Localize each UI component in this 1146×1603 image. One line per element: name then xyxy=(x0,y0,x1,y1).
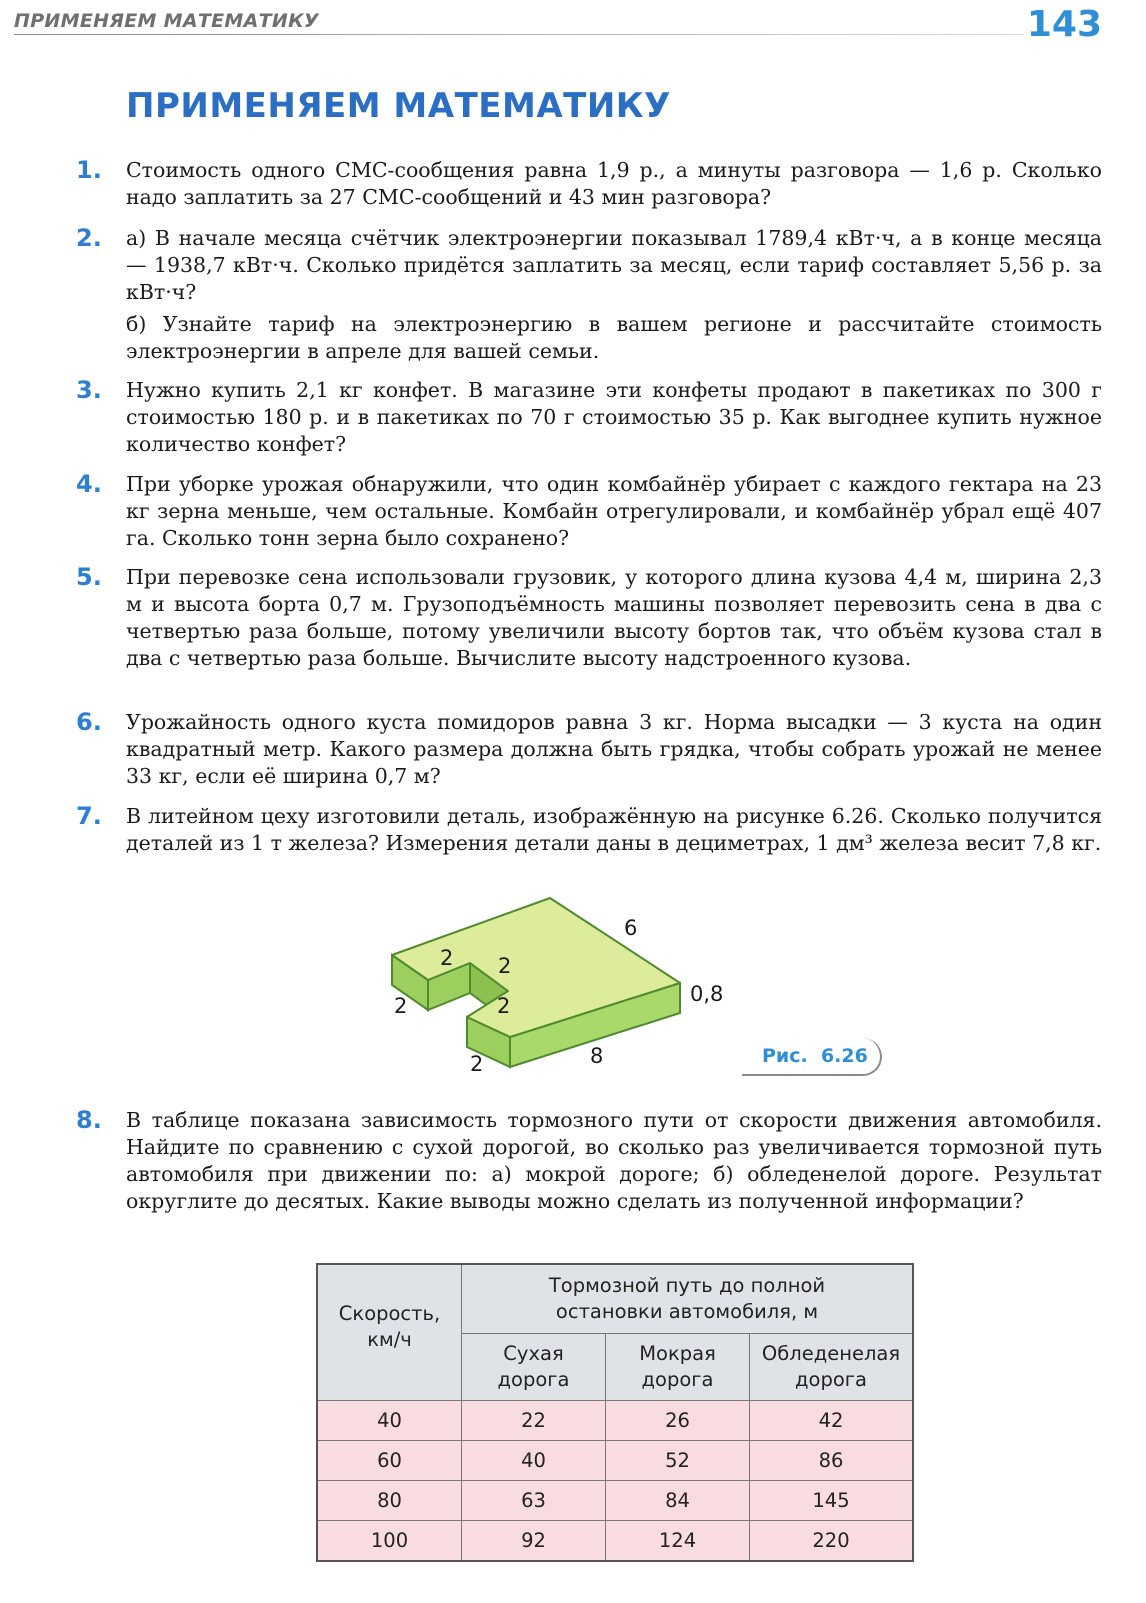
problem-text: При перевозке сена использовали грузовик, у которого длина кузова 4,4 м, ширина 2,3 м и высота борта 0,7 м. Грузоподъёмность машины позволяет перевозить сена в два с четвертью раза больше, потому увеличили высоту бортов так, что объём кузова стал в два с четвертью раза больше. Вычислите высоту надстроенного кузова. xyxy=(126,565,1102,670)
problem-4 xyxy=(76,471,1106,552)
table-cell: 63 xyxy=(462,1481,606,1521)
caption-number: 6.26 xyxy=(820,1045,868,1067)
problem-text: В таблице показана зависимость тормозного пути от скорости движения автомобиля. Найдите по сравнению с сухой дорогой, во сколько раз увеличивается тормозной путь автомобиля при движении по: а) мокрой дороге; б) обледенелой дороге. Результат округлите до десятых. Какие выводы можно сделать из полученной информации? xyxy=(126,1108,1102,1213)
sub-header-wet xyxy=(606,1334,750,1401)
table-cell: 145 xyxy=(750,1481,914,1521)
problem-text: Стоимость одного СМС-сообщения равна 1,9 р., а минуты разговора — 1,6 р. Сколько надо заплатить за 27 СМС-сообщений и 43 мин разговора? xyxy=(126,158,1102,209)
problem-text: В литейном цеху изготовили деталь, изображённую на рисунке 6.26. Сколько получится деталей из 1 т железа? Измерения детали даны в дециметрах, 1 дм³ железа весит 7,8 кг. xyxy=(126,804,1102,855)
header-rule xyxy=(14,34,1024,35)
table-cell: 60 xyxy=(317,1441,462,1481)
problem-number: 4. xyxy=(76,470,102,498)
problem-number: 6. xyxy=(76,708,102,736)
table-cell: 42 xyxy=(750,1401,914,1441)
problem-number: 8. xyxy=(76,1106,102,1134)
dim-front: 8 xyxy=(590,1044,604,1068)
table-cell: 92 xyxy=(462,1521,606,1562)
problem-5 xyxy=(76,564,1106,672)
table-row xyxy=(317,1481,913,1521)
dim-notch-side-b: 2 xyxy=(497,994,511,1018)
dim-top: 6 xyxy=(624,916,638,940)
problem-7 xyxy=(76,803,1106,857)
figure-caption-text xyxy=(762,1045,868,1067)
table-cell: 124 xyxy=(606,1521,750,1562)
speed-header xyxy=(317,1264,462,1401)
problem-number: 2. xyxy=(76,224,102,252)
dim-height: 0,8 xyxy=(690,982,724,1006)
table-cell: 80 xyxy=(317,1481,462,1521)
problem-text: Нужно купить 2,1 кг конфет. В магазине эти конфеты продают в пакетиках по 300 г стоимостью 180 р. и в пакетиках по 70 г стоимостью 35 р. Как выгоднее купить нужное количество конфет? xyxy=(126,378,1102,456)
sub-header-icy xyxy=(750,1334,914,1401)
table-row xyxy=(317,1441,913,1481)
table-row xyxy=(317,1521,913,1562)
table-cell: 100 xyxy=(317,1521,462,1562)
problem-6 xyxy=(76,709,1106,790)
table-cell: 52 xyxy=(606,1441,750,1481)
braking-distance-table xyxy=(316,1263,914,1562)
figure-caption xyxy=(742,1038,882,1076)
dim-left: 2 xyxy=(394,994,408,1018)
sub-header-wet-text: Мокрая дорога xyxy=(639,1342,716,1391)
sub-header-icy-text: Обледенелая дорога xyxy=(761,1342,901,1391)
problem-number: 7. xyxy=(76,802,102,830)
problem-3 xyxy=(76,377,1106,458)
table-cell: 26 xyxy=(606,1401,750,1441)
dim-front-left: 2 xyxy=(470,1052,484,1076)
problem-text-b: б) Узнайте тариф на электроэнергию в вашем регионе и рассчитайте стоимость электроэнергии в апреле для вашей семьи. xyxy=(126,312,1102,363)
table-cell: 40 xyxy=(462,1441,606,1481)
sub-header-dry xyxy=(462,1334,606,1401)
problem-text: Урожайность одного куста помидоров равна 3 кг. Норма высадки — 3 куста на один квадратный метр. Какого размера должна быть грядка, чтобы собрать урожай не менее 33 кг, если её ширина 0,7 м? xyxy=(126,710,1102,788)
table-cell: 86 xyxy=(750,1441,914,1481)
running-head: ПРИМЕНЯЕМ МАТЕМАТИКУ xyxy=(14,10,319,32)
problem-number: 5. xyxy=(76,563,102,591)
dim-notch-side-a: 2 xyxy=(498,954,512,978)
problem-1 xyxy=(76,157,1106,211)
table-row xyxy=(317,1401,913,1441)
speed-header-text: Скорость, км/ч xyxy=(338,1302,441,1351)
table-cell: 40 xyxy=(317,1401,462,1441)
problem-2 xyxy=(76,225,1106,365)
group-header-text: Тормозной путь до полной остановки автомобиля, м xyxy=(548,1274,826,1323)
sub-header-dry-text: Сухая дорога xyxy=(497,1342,570,1391)
section-title: ПРИМЕНЯЕМ МАТЕМАТИКУ xyxy=(126,86,671,126)
dim-notch-top: 2 xyxy=(440,946,454,970)
figure-6-26 xyxy=(380,885,760,1085)
problem-number: 1. xyxy=(76,156,102,184)
problem-text: При уборке урожая обнаружили, что один комбайнёр убирает с каждого гектара на 23 кг зерна меньше, чем остальные. Комбайн отрегулировали, и комбайнёр убрал ещё 407 га. Сколько тонн зерна было сохранено? xyxy=(126,472,1102,550)
page-number: 143 xyxy=(1026,4,1102,45)
table-cell: 220 xyxy=(750,1521,914,1562)
problem-number: 3. xyxy=(76,376,102,404)
table-cell: 84 xyxy=(606,1481,750,1521)
problem-text-a: а) В начале месяца счётчик электроэнергии показывал 1789,4 кВт·ч, а в конце месяца — 1938,7 кВт·ч. Сколько придётся заплатить за месяц, если тариф составляет 5,56 р. за кВт·ч? xyxy=(126,226,1102,304)
table-cell: 22 xyxy=(462,1401,606,1441)
caption-label: Рис. xyxy=(762,1045,808,1067)
group-header xyxy=(462,1264,914,1334)
problem-8 xyxy=(76,1107,1106,1215)
